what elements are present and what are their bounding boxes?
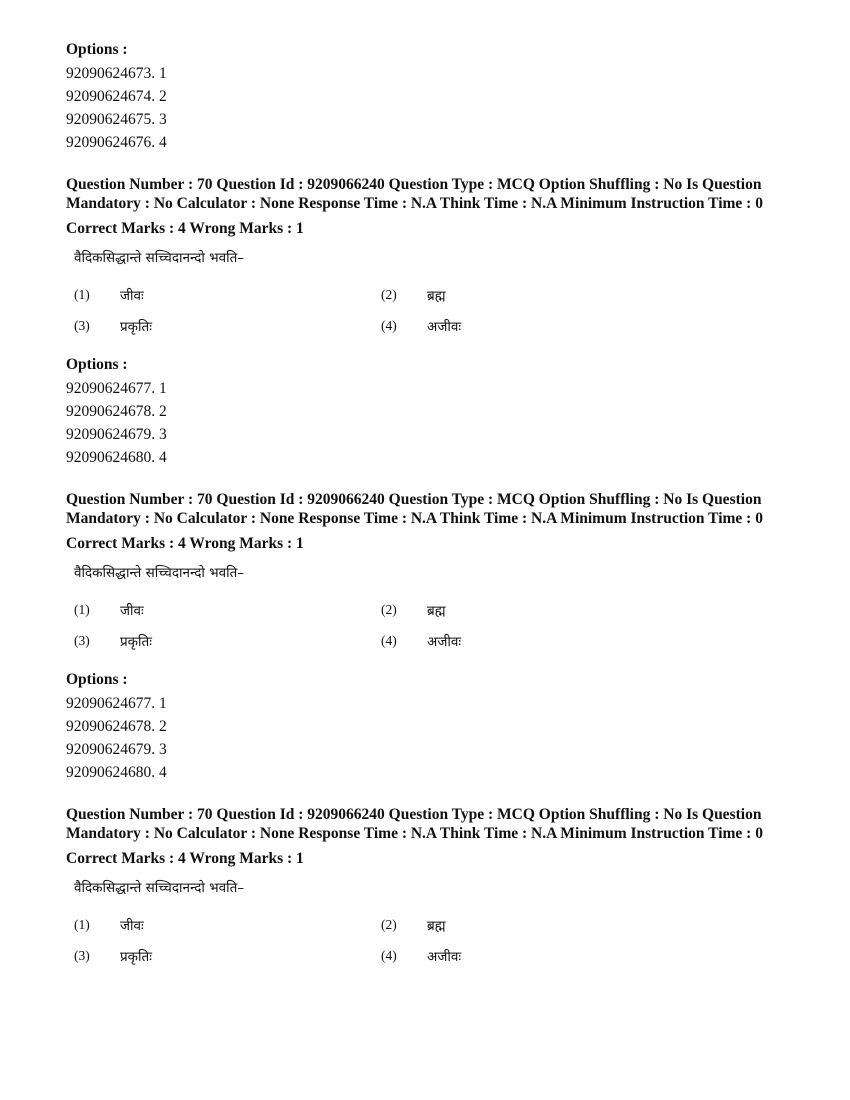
question-header: Question Number : 70 Question Id : 9209066240 Question Type : MCQ Option Shuffling : No Is Question Mandatory : No Calculator : None Response Time : N.A Think Time : N.A Minimum Instruction Time : 0 (66, 176, 763, 212)
choice-text: जीवः (120, 288, 144, 304)
option-line: 92090624680. 4 (66, 449, 167, 466)
choice-text: प्रकृतिः (120, 634, 152, 650)
choice-text: ब्रह्म (427, 288, 446, 304)
choice-number: (3) (74, 948, 90, 963)
choice-item (381, 631, 681, 651)
question-stem: वैदिकसिद्धान्ते सच्चिदानन्दो भवति– (74, 880, 245, 896)
choice-number: (3) (74, 633, 90, 648)
question-stem: वैदिकसिद्धान्ते सच्चिदानन्दो भवति– (74, 250, 245, 266)
choice-number: (4) (381, 318, 397, 333)
question-header: Question Number : 70 Question Id : 9209066240 Question Type : MCQ Option Shuffling : No Is Question Mandatory : No Calculator : None Response Time : N.A Think Time : N.A Minimum Instruction Time : 0 (66, 491, 763, 527)
choice-item (381, 316, 681, 336)
options-heading: Options : (66, 671, 128, 688)
choice-grid (74, 915, 786, 966)
choice-number: (1) (74, 287, 90, 302)
choice-text: ब्रह्म (427, 603, 446, 619)
choice-number: (1) (74, 917, 90, 932)
choice-item (381, 600, 681, 620)
options-heading: Options : (66, 41, 128, 58)
choice-text: प्रकृतिः (120, 949, 152, 965)
options-heading: Options : (66, 356, 128, 373)
option-line: 92090624675. 3 (66, 111, 167, 128)
choice-number: (3) (74, 318, 90, 333)
question-block (66, 805, 786, 966)
choice-item (74, 915, 381, 935)
option-line: 92090624680. 4 (66, 764, 167, 781)
choice-number: (2) (381, 602, 397, 617)
choice-text: अजीवः (427, 949, 462, 965)
choice-text: अजीवः (427, 634, 462, 650)
option-line: 92090624674. 2 (66, 88, 167, 105)
choice-number: (2) (381, 287, 397, 302)
choice-item (74, 600, 381, 620)
option-line: 92090624679. 3 (66, 426, 167, 443)
option-line: 92090624677. 1 (66, 695, 167, 712)
options-block-top (66, 38, 786, 154)
choice-item (74, 316, 381, 336)
choice-text: प्रकृतिः (120, 319, 152, 335)
choice-text: ब्रह्म (427, 918, 446, 934)
choice-number: (4) (381, 948, 397, 963)
choice-text: अजीवः (427, 319, 462, 335)
option-line: 92090624678. 2 (66, 403, 167, 420)
choice-grid (74, 600, 786, 651)
question-block (66, 175, 786, 469)
choice-number: (4) (381, 633, 397, 648)
choice-item (74, 946, 381, 966)
choice-item (381, 915, 681, 935)
option-line: 92090624677. 1 (66, 380, 167, 397)
document-page (66, 38, 786, 966)
choice-item (74, 631, 381, 651)
option-line: 92090624679. 3 (66, 741, 167, 758)
choice-item (381, 285, 681, 305)
question-marks: Correct Marks : 4 Wrong Marks : 1 (66, 850, 304, 867)
question-marks: Correct Marks : 4 Wrong Marks : 1 (66, 220, 304, 237)
choice-item (381, 946, 681, 966)
question-block (66, 490, 786, 784)
question-header: Question Number : 70 Question Id : 9209066240 Question Type : MCQ Option Shuffling : No Is Question Mandatory : No Calculator : None Response Time : N.A Think Time : N.A Minimum Instruction Time : 0 (66, 806, 763, 842)
choice-item (74, 285, 381, 305)
choice-text: जीवः (120, 603, 144, 619)
option-line: 92090624673. 1 (66, 65, 167, 82)
question-stem: वैदिकसिद्धान्ते सच्चिदानन्दो भवति– (74, 565, 245, 581)
option-line: 92090624676. 4 (66, 134, 167, 151)
question-marks: Correct Marks : 4 Wrong Marks : 1 (66, 535, 304, 552)
choice-number: (1) (74, 602, 90, 617)
option-line: 92090624678. 2 (66, 718, 167, 735)
choice-grid (74, 285, 786, 336)
choice-number: (2) (381, 917, 397, 932)
choice-text: जीवः (120, 918, 144, 934)
